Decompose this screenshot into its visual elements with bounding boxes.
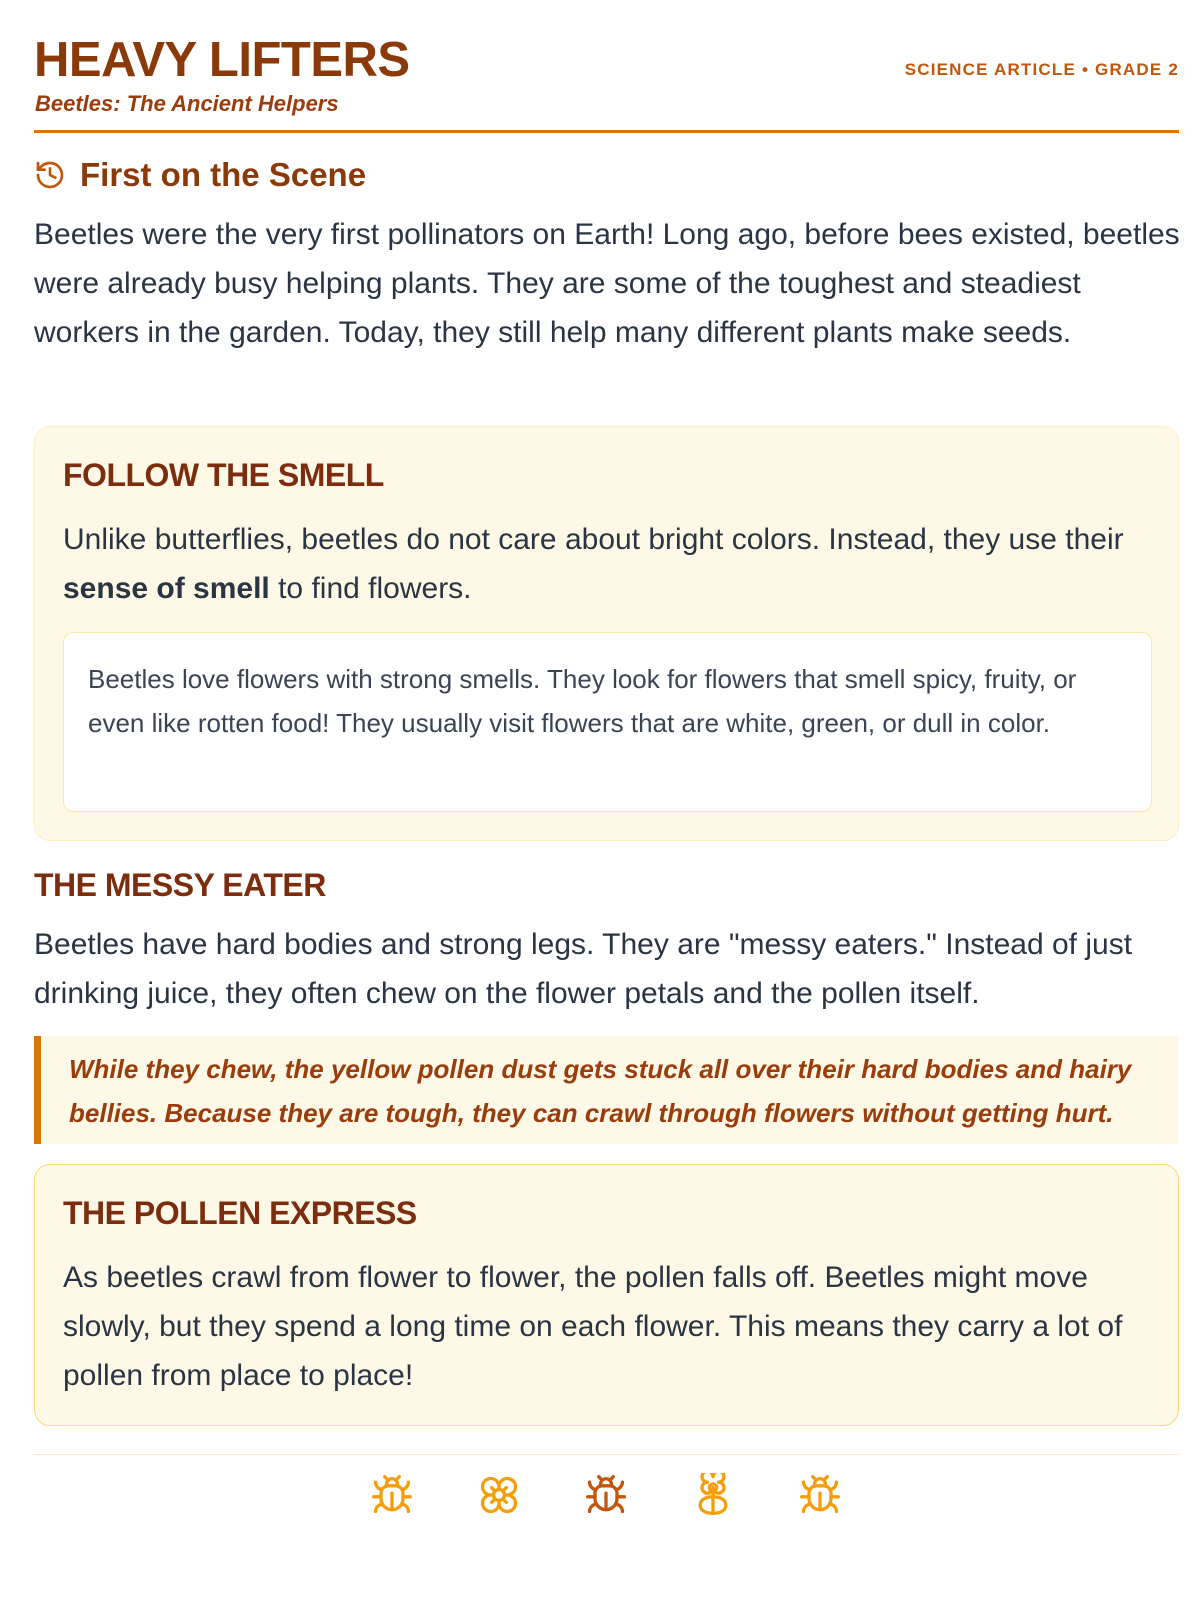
smell-text-end: to find flowers. (269, 572, 472, 605)
article-header (34, 28, 1179, 133)
pollen-box-title: THE POLLEN EXPRESS (63, 1195, 417, 1231)
smell-text-bold: sense of smell (63, 572, 270, 605)
smell-note-card: Beetles love flowers with strong smells. They look for flowers that smell spicy, fruity, or even like rotten food! They usually visit flowers that are white, green, or dull in color. (63, 632, 1152, 812)
section-title: First on the Scene (80, 156, 367, 193)
footer-icon-row (0, 1473, 1200, 1517)
footer-divider (34, 1454, 1179, 1455)
smell-box-title: FOLLOW THE SMELL (63, 457, 384, 493)
page-subtitle: Beetles: The Ancient Helpers (35, 91, 339, 116)
flower-icon (477, 1473, 521, 1517)
first-section-heading (34, 155, 366, 195)
page-title: HEAVY LIFTERS (34, 33, 410, 87)
smell-box-text (63, 515, 1153, 613)
history-icon (34, 159, 66, 191)
follow-the-smell-box (34, 426, 1179, 841)
smell-text-start: Unlike butterflies, beetles do not care about bright colors. Instead, they use their (63, 523, 1124, 556)
bug-icon (798, 1473, 842, 1517)
intro-paragraph: Beetles were the very first pollinators on Earth! Long ago, before bees existed, beetles were already busy helping plants. They are some of the toughest and steadiest workers in the garden. Today, they still help many different plants make seeds. (34, 218, 1180, 349)
bug-icon (584, 1473, 628, 1517)
pollen-box-text: As beetles crawl from flower to flower, the pollen falls off. Beetles might move slowly, but they spend a long time on each flower. This means they carry a lot of pollen from place to place! (63, 1261, 1123, 1392)
pollen-dust-callout: While they chew, the yellow pollen dust gets stuck all over their hard bodies and hairy bellies. Because they are tough, they can crawl through flowers without getting hurt. (34, 1036, 1179, 1144)
pollen-express-box (34, 1164, 1179, 1426)
messy-eater-paragraph: Beetles have hard bodies and strong legs. They are "messy eaters." Instead of just drinking juice, they often chew on the flower petals and the pollen itself. (34, 928, 1133, 1010)
messy-eater-title: THE MESSY EATER (34, 867, 326, 903)
article-meta-label: SCIENCE ARTICLE • GRADE 2 (904, 60, 1179, 79)
bug-icon (370, 1473, 414, 1517)
sprout-flower-icon (691, 1473, 735, 1517)
